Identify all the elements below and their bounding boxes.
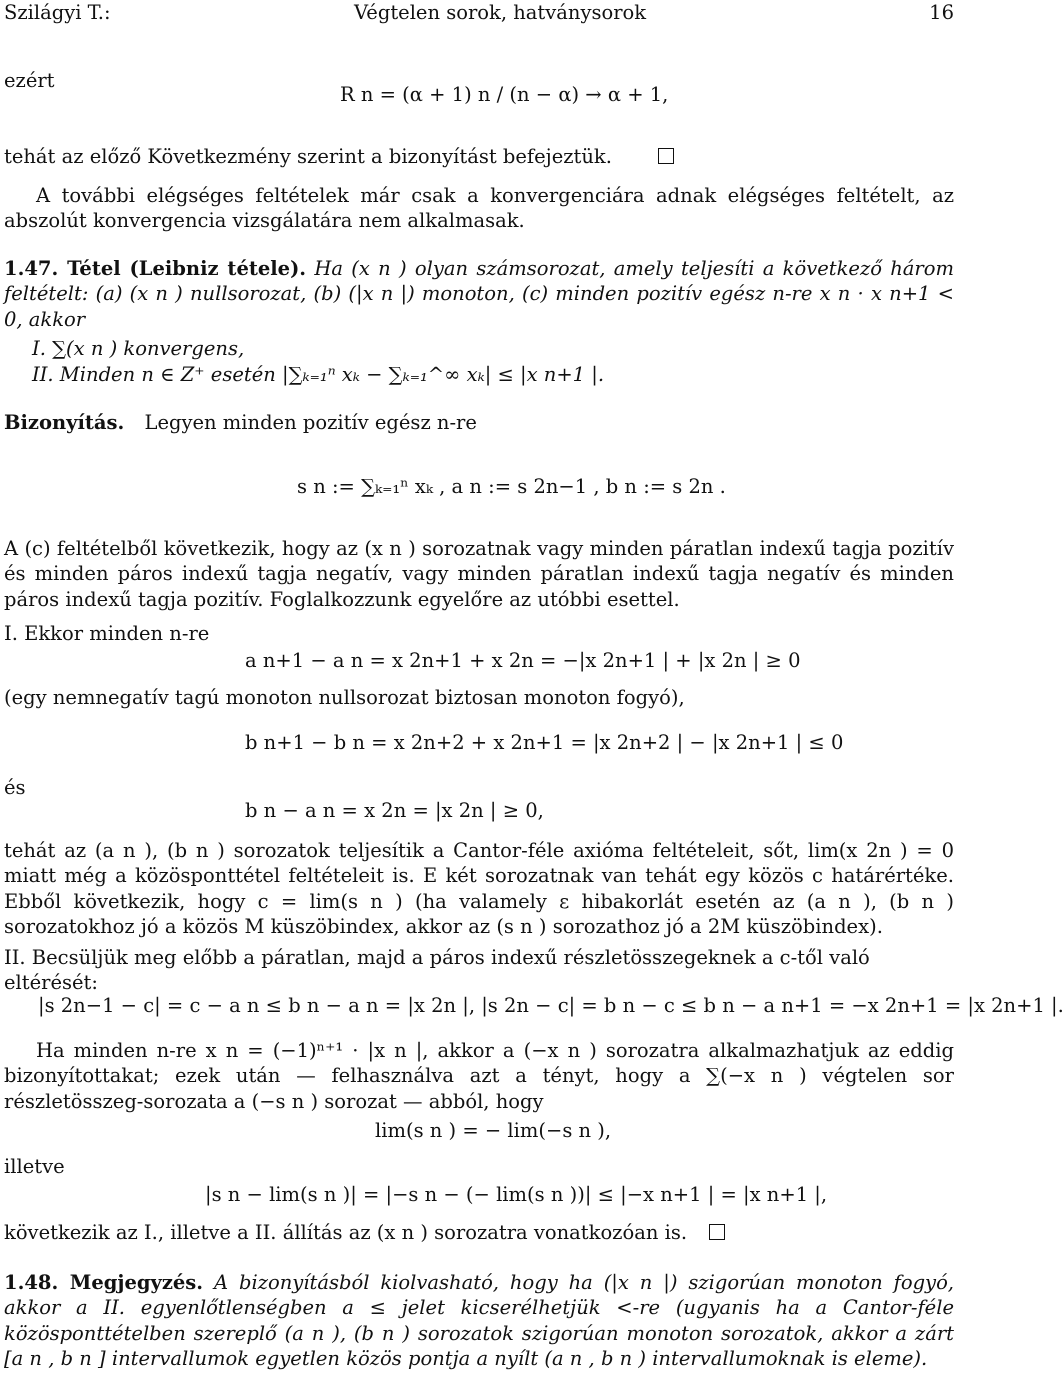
equation-lim: lim(s n ) = − lim(−s n ), — [375, 1119, 612, 1142]
equation-rn-limit: R n = (α + 1) n / (n − α) → α + 1, — [340, 83, 669, 106]
proof-intro — [4, 410, 954, 435]
paragraph-ezert: ezért — [4, 69, 55, 92]
remark-text: A bizonyításból kiolvasható, hogy ha (|x n |) szigorúan monoton fogyó, akkor a II. egyenlőtlenségben a ≤ jelet kicserélhetjük <-re (ugyanis ha a Cantor-féle közösponttételben szereplő (a n ), (b n ) sorozatok szigorúan monoton sorozatok, akkor a zárt [a n , b n ] intervallumok egyetlen közös pontja a nyílt (a n , b n ) intervallumoknak is eleme). — [4, 1271, 955, 1371]
proof-end-text: tehát az előző Következmény szerint a bizonyítást befejeztük. — [4, 145, 612, 168]
remark-label: 1.48. Megjegyzés. — [4, 1271, 204, 1294]
paragraph-conclusion — [4, 1220, 954, 1245]
qed-box-icon — [709, 1224, 725, 1240]
word-es: és — [4, 776, 26, 799]
proof-label: Bizonyítás. — [4, 411, 125, 434]
equation-b-difference: b n+1 − b n = x 2n+2 + x 2n+1 = |x 2n+2 | − |x 2n+1 | ≤ 0 — [245, 731, 844, 754]
running-title: Végtelen sorok, hatványsorok — [354, 1, 647, 24]
paragraph-cantor: tehát az (a n ), (b n ) sorozatok teljesítik a Cantor-féle axióma feltételeit, sőt, lim(x 2n ) = 0 miatt még a közösponttétel feltételeit is. E két sorozatnak van tehát egy közös c határértéke. Ebből következik, hogy c = lim(s n ) (ha valamely ε hibakorlát esetén az (a n ), (b n ) sorozatokhoz jó a közös M küszöbindex, akkor az (s n ) sorozathoz jó a 2M küszöbindex). — [4, 839, 954, 939]
paragraph-nonneg: (egy nemnegatív tagú monoton nullsorozat biztosan monoton fogyó), — [4, 686, 685, 709]
part-1-heading: I. Ekkor minden n-re — [4, 622, 210, 645]
part-2-heading: II. Becsüljük meg előbb a páratlan, majd a páros indexű részletösszegeknek a c-től való eltérését: — [4, 946, 870, 995]
remark-1-48 — [4, 1270, 954, 1371]
paragraph-intro: A további elégséges feltételek már csak a konvergenciára adnak elégséges feltételt, az abszolút konvergencia vizsgálatára nem alkalmasak. — [4, 184, 954, 233]
page-header — [4, 0, 954, 30]
equation-estimates: |s 2n−1 − c| = c − a n ≤ b n − a n = |x 2n |, |s 2n − c| = b n − c ≤ b n − a n+1 = −x 2n+1 = |x 2n+1 |. — [38, 994, 1064, 1017]
theorem-statement: Ha (x n ) olyan számsorozat, amely teljesíti a következő három feltételt: (a) (x n ) nullsorozat, (b) (|x n |) monoton, (c) minden pozitív egész n-re x n · x n+1 < 0, akkor — [4, 257, 954, 331]
page-number: 16 — [929, 1, 954, 24]
running-author: Szilágyi T.: — [4, 1, 111, 24]
equation-b-minus-a: b n − a n = x 2n = |x 2n | ≥ 0, — [245, 799, 544, 822]
word-illetve: illetve — [4, 1155, 65, 1178]
paragraph-proof-end — [4, 144, 954, 169]
equation-partial-sums: s n := ∑ₖ₌₁ⁿ xₖ , a n := s 2n−1 , b n := s 2n . — [297, 475, 726, 498]
proof-intro-text: Legyen minden pozitív egész n-re — [144, 411, 477, 434]
theorem-claim-2: II. Minden n ∈ Z⁺ esetén |∑ₖ₌₁ⁿ xₖ − ∑ₖ₌₁^∞ xₖ| ≤ |x n+1 |. — [32, 363, 605, 386]
qed-box-icon — [658, 148, 674, 164]
equation-abs-estimate: |s n − lim(s n )| = |−s n − (− lim(s n ))| ≤ |−x n+1 | = |x n+1 |, — [205, 1183, 828, 1206]
paragraph-condition-c: A (c) feltételből következik, hogy az (x n ) sorozatnak vagy minden páratlan indexű tagja pozitív és minden páros indexű tagja negatív, vagy minden páratlan indexű tagja negatív és minden páros indexű tagja pozitív. Foglalkozzunk egyelőre az utóbbi esettel. — [4, 537, 954, 611]
theorem-claim-1: I. ∑(x n ) konvergens, — [32, 337, 245, 360]
paragraph-ha-minden: Ha minden n-re x n = (−1)ⁿ⁺¹ · |x n |, akkor a (−x n ) sorozatra alkalmazhatjuk az eddig bizonyítottakat; ezek után — felhasználva azt a tényt, hogy a ∑(−x n ) végtelen sor részletösszeg-sorozata a (−s n ) sorozat — abból, hogy — [4, 1039, 954, 1113]
equation-a-difference: a n+1 − a n = x 2n+1 + x 2n = −|x 2n+1 | + |x 2n | ≥ 0 — [245, 649, 801, 672]
theorem-leibniz — [4, 256, 954, 332]
conclusion-text: következik az I., illetve a II. állítás az (x n ) sorozatra vonatkozóan is. — [4, 1221, 688, 1244]
theorem-label: 1.47. Tétel (Leibniz tétele). — [4, 257, 307, 280]
